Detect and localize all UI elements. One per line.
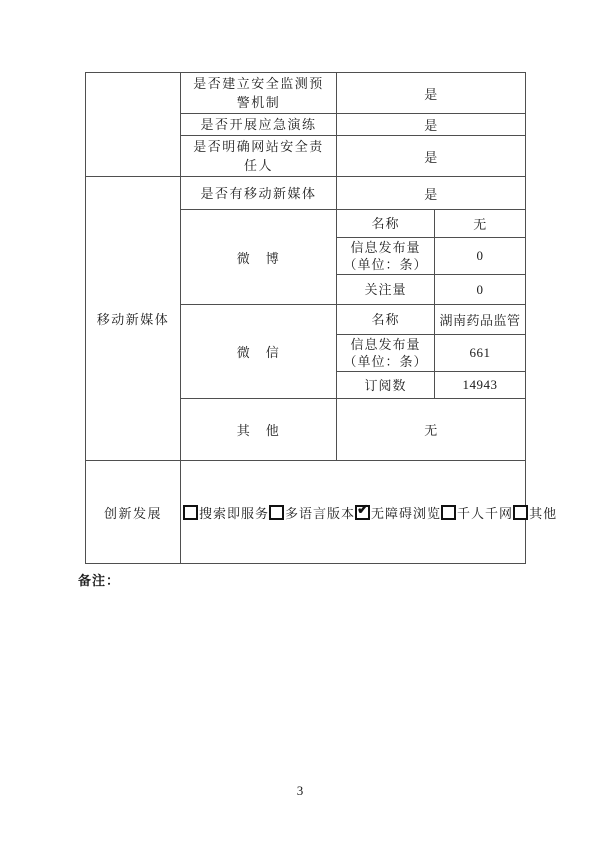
innovation-option-label: 无障碍浏览 xyxy=(371,505,442,521)
checkbox-thousand-sites-icon xyxy=(441,505,456,520)
metric-value-cell: 0 xyxy=(435,238,526,275)
question-cell: 是否明确网站安全责任人 xyxy=(181,136,337,177)
report-table xyxy=(85,72,558,564)
question-cell: 是否有移动新媒体 xyxy=(181,177,337,210)
answer-cell: 是 xyxy=(337,114,526,136)
metric-value-cell: 无 xyxy=(435,210,526,238)
innovation-option xyxy=(441,503,513,522)
section-label-innovation: 创新发展 xyxy=(86,461,181,564)
innovation-option-label: 搜索即服务 xyxy=(199,505,270,521)
section-label-empty-cell xyxy=(86,73,181,177)
metric-value-cell: 湖南药品监管 xyxy=(435,305,526,335)
table-row xyxy=(86,461,526,564)
metric-label-cell xyxy=(337,238,435,275)
innovation-option xyxy=(355,503,441,522)
metric-label-line1: 信息发布量 xyxy=(350,337,421,352)
answer-cell: 是 xyxy=(337,136,526,177)
checkbox-accessibility-icon xyxy=(355,505,370,520)
question-cell: 是否建立安全监测预警机制 xyxy=(181,73,337,114)
metric-label-cell: 名称 xyxy=(337,305,435,335)
innovation-options xyxy=(183,503,558,522)
metric-value-cell: 无 xyxy=(337,399,526,461)
innovation-option-label: 多语言版本 xyxy=(285,505,356,521)
innovation-option xyxy=(513,503,557,522)
metric-label-line2: （单位：条） xyxy=(343,257,428,272)
metric-label-cell: 订阅数 xyxy=(337,372,435,399)
metric-label-line2: （单位：条） xyxy=(343,354,428,369)
innovation-option-label: 千人千网 xyxy=(457,505,514,521)
metric-label-cell xyxy=(337,335,435,372)
section-label-mobile-media: 移动新媒体 xyxy=(86,177,181,461)
answer-cell: 是 xyxy=(337,177,526,210)
metric-value-cell: 14943 xyxy=(435,372,526,399)
innovation-option xyxy=(269,503,355,522)
answer-cell: 是 xyxy=(337,73,526,114)
checkbox-multilingual-icon xyxy=(269,505,284,520)
question-cell: 是否开展应急演练 xyxy=(181,114,337,136)
notes-label: 备注： xyxy=(78,573,121,588)
platform-label-other: 其 他 xyxy=(181,399,337,461)
platform-label-wechat: 微 信 xyxy=(181,305,337,399)
metric-value-cell: 661 xyxy=(435,335,526,372)
page-number: 3 xyxy=(296,783,304,798)
table-row xyxy=(86,177,526,210)
metric-label-line1: 信息发布量 xyxy=(350,240,421,255)
metric-label-cell: 名称 xyxy=(337,210,435,238)
innovation-option-label: 其他 xyxy=(529,505,558,521)
table-row xyxy=(86,73,526,114)
innovation-option xyxy=(183,503,269,522)
metric-label-cell: 关注量 xyxy=(337,275,435,305)
checkbox-search-as-service-icon xyxy=(183,505,198,520)
platform-label-weibo: 微 博 xyxy=(181,210,337,305)
metric-value-cell: 0 xyxy=(435,275,526,305)
checkbox-other-icon xyxy=(513,505,528,520)
innovation-options-cell xyxy=(181,461,558,564)
